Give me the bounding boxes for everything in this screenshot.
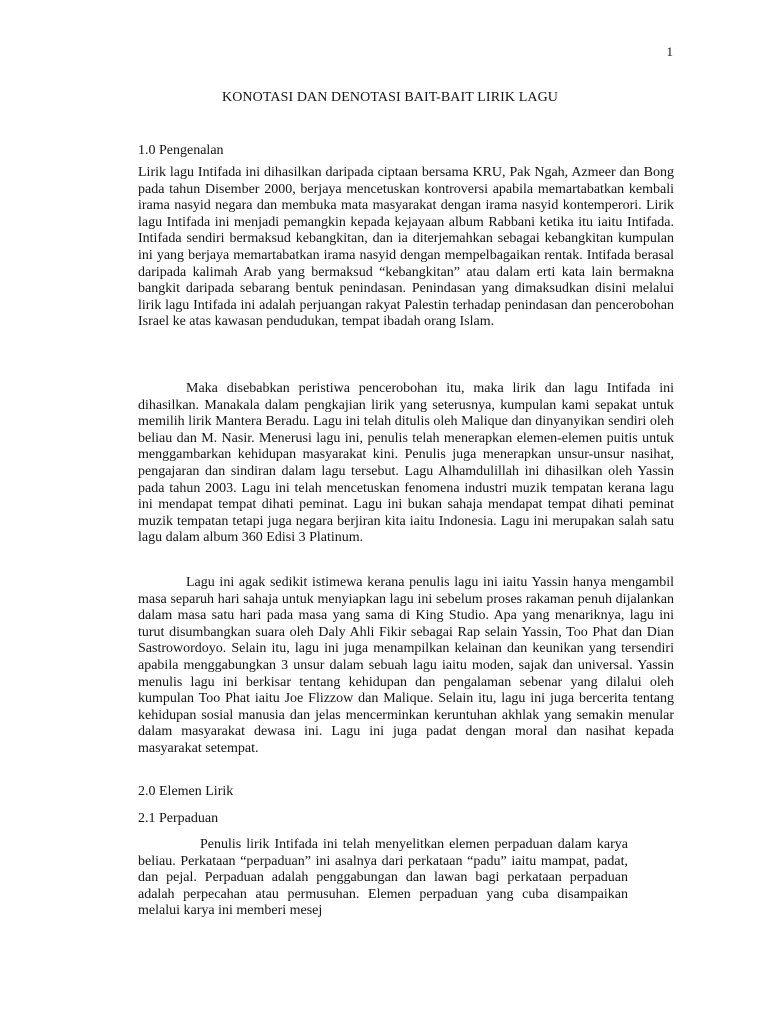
- paragraph-introduction-2: Maka disebabkan peristiwa pencerobohan itu, maka lirik dan lagu Intifada ini dihasilkan. Manakala dalam pengkajian lirik yang seterusnya, kumpulan kami sepakat untuk memilih lirik Mantera Beradu. Lagu ini telah ditulis oleh Malique dan dinyanyikan sendiri oleh beliau dan M. Nasir. Menerusi lagu ini, penulis telah menerapkan elemen-elemen puitis untuk menggambarkan kehidupan masyarakat kini. Penulis juga menerapkan unsur-unsur nasihat, pengajaran dan sindiran dalam lagu tersebut. Lagu Alhamdulillah ini dihasilkan oleh Yassin pada tahun 2003. Lagu ini telah mencetuskan fenomena industri muzik tempatan kerana lagu ini mendapat tempat dihati peminat. Lagu ini bukan sahaja mendapat tempat dihati peminat muzik tempatan tetapi juga negara berjiran kita iaitu Indonesia. Lagu ini merupakan salah satu lagu dalam album 360 Edisi 3 Platinum.: [138, 381, 674, 546]
- paragraph-introduction-1: Lirik lagu Intifada ini dihasilkan daripada ciptaan bersama KRU, Pak Ngah, Azmeer dan Bong pada tahun Disember 2000, berjaya mencetuskan kontroversi apabila memartabatkan kembali irama nasyid negara dan membuka mata masyarakat dengan irama nasyid kontemperori. Lirik lagu Intifada ini menjadi pemangkin kepada kejayaan album Rabbani ketika itu iaitu Intifada. Intifada sendiri bermaksud kebangkitan, dan ia diterjemahkan sebagai kebangkitan kumpulan ini yang berjaya memartabatkan irama nasyid dengan mempelbagaikan rentak. Intifada berasal daripada kalimah Arab yang bermaksud “kebangkitan” atau dalam erti kata lain bermakna bangkit daripada sebarang bentuk penindasan. Penindasan yang dimaksudkan disini melalui lirik lagu Intifada ini adalah perjuangan rakyat Palestin terhadap penindasan dan pencerobohan Israel ke atas kawasan pendudukan, tempat ibadah orang Islam.: [138, 165, 674, 330]
- paragraph-unity-1: Penulis lirik Intifada ini telah menyelitkan elemen perpaduan dalam karya beliau. Perkataan “perpaduan” ini asalnya dari perkataan “padu” iaitu mampat, padat, dan pejal. Perpaduan adalah penggabungan dan lawan bagi perkataan perpaduan adalah perpecahan atau permusuhan. Elemen perpaduan yang cuba disampaikan melalui karya ini memberi mesej: [138, 837, 628, 919]
- page-number: 1: [666, 44, 673, 59]
- document-title: KONOTASI DAN DENOTASI BAIT-BAIT LIRIK LAGU: [222, 90, 558, 105]
- paragraph-introduction-3: Lagu ini agak sedikit istimewa kerana penulis lagu ini iaitu Yassin hanya mengambil masa separuh hari sahaja untuk menyiapkan lagu ini sebelum proses rakaman penuh dijalankan dalam masa satu hari pada masa yang sama di King Studio. Apa yang menariknya, lagu ini turut disumbangkan suara oleh Daly Ahli Fikir sebagai Rap selain Yassin, Too Phat dan Dian Sastrowordoyo. Selain itu, lagu ini juga menampilkan kelainan dan keunikan yang tersendiri apabila menggabungkan 3 unsur dalam sebuah lagu iaitu moden, sajak dan universal. Yassin menulis lagu ini berkisar tentang kehidupan dan pengalaman sebenar yang dilalui oleh kumpulan Too Phat iaitu Joe Flizzow dan Malique. Selain itu, lagu ini juga bercerita tentang kehidupan sosial manusia dan jelas mencerminkan keruntuhan akhlak yang semakin menular dalam masyarakat dewasa ini. Lagu ini juga padat dengan moral dan nasihat kepada masyarakat setempat.: [138, 575, 674, 756]
- section-heading-introduction: 1.0 Pengenalan: [138, 143, 224, 158]
- section-heading-unity: 2.1 Perpaduan: [138, 811, 219, 826]
- section-heading-lyric-elements: 2.0 Elemen Lirik: [138, 784, 234, 799]
